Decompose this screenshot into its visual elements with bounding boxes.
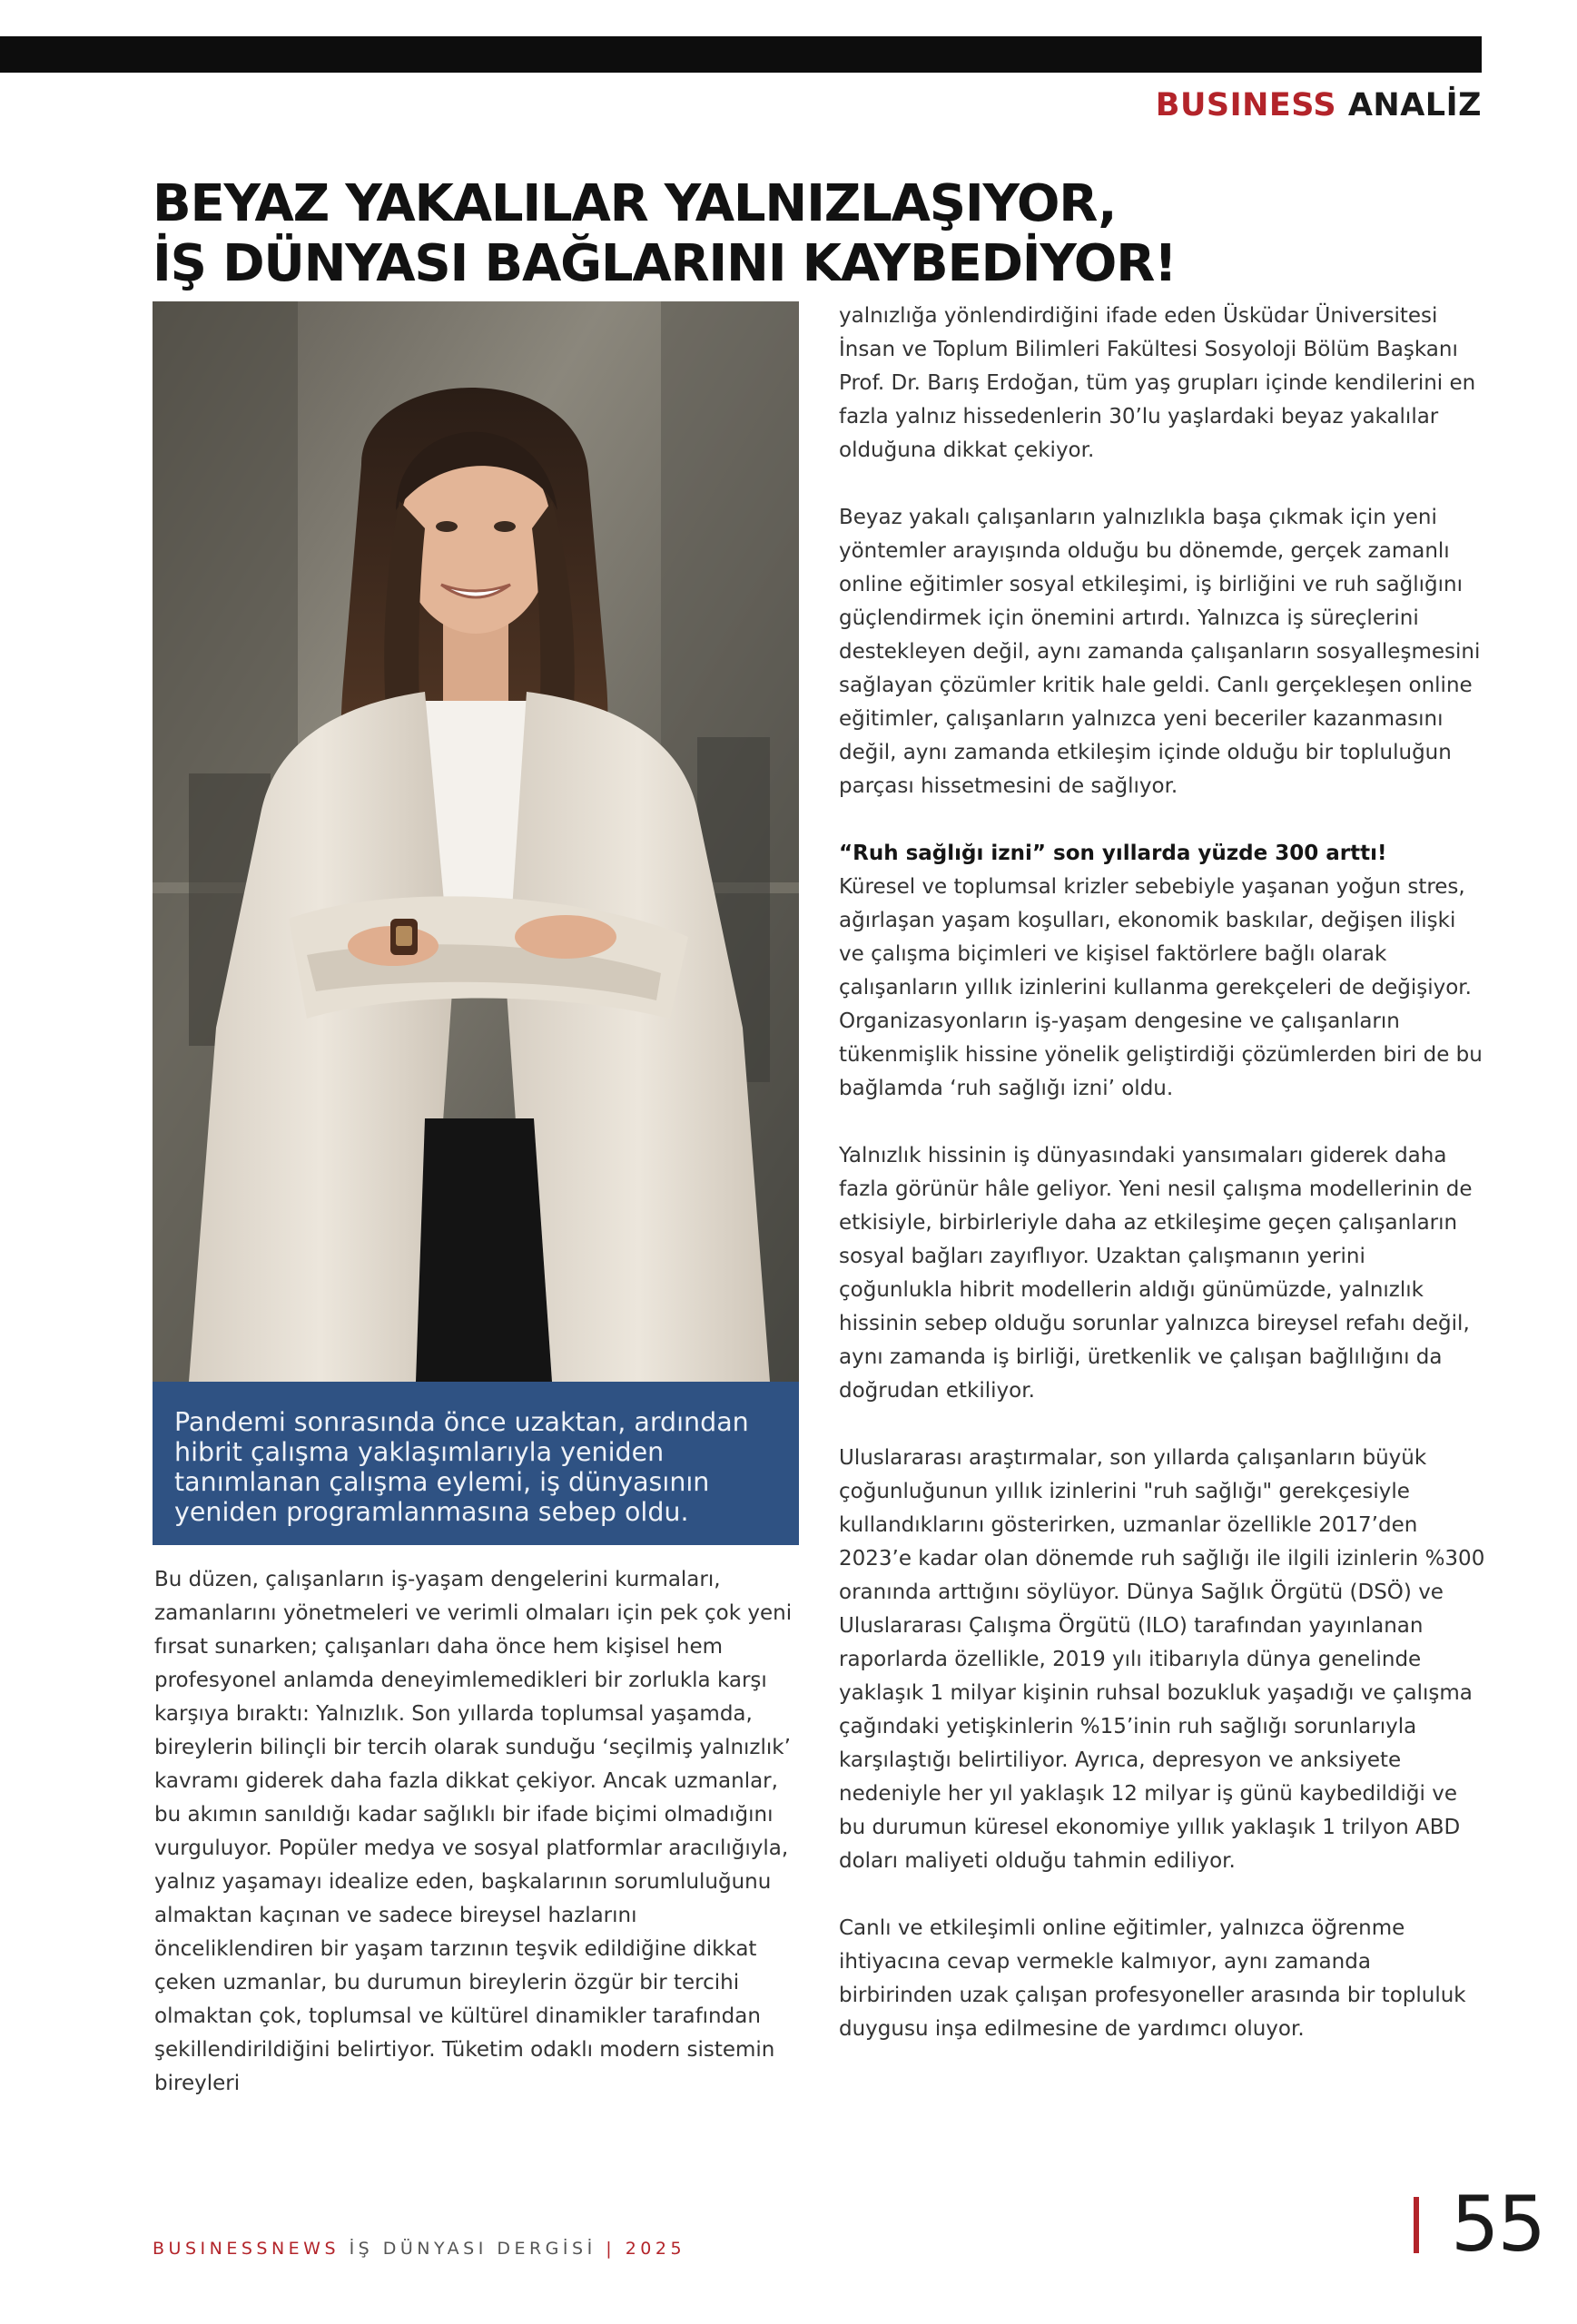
right-paragraph-1: yalnızlığa yönlendirdiğini ifade eden Üsküdar Üniversitesi İnsan ve Toplum Bilimleri Fakültesi Sosyoloji Bölüm Başkanı Prof. Dr. Barış Erdoğan, tüm yaş grupları içinde kendilerini en fazla yalnız hissedenlerin 30’lu yaşlardaki beyaz yakalılar olduğuna dikkat çekiyor. <box>839 304 1476 462</box>
article-title <box>153 174 1197 294</box>
article-title-line-2: İŞ DÜNYASI BAĞLARINI KAYBEDİYOR! <box>153 234 1177 293</box>
right-paragraph-4: Yalnızlık hissinin iş dünyasındaki yansımaları giderek daha fazla görünür hâle geliyor. Yeni nesil çalışma modellerinin de etkisiyle, birbirleriyle daha az etkileşime geçen çalışanların sosyal bağları zayıflıyor. Uzaktan çalışmanın yerini çoğunlukla hibrit modellerin aldığı günümüzde, yalnızlık hissinin sebep olduğu sorunlar yalnızca bireysel refahı değil, aynı zamanda iş birliği, üretkenlik ve çalışan bağlılığını da doğrudan etkiliyor. <box>839 1144 1473 1403</box>
photo-caption: Pandemi sonrasında önce uzaktan, ardından hibrit çalışma yaklaşımlarıyla yeniden tanımlanan çalışma eylemi, iş dünyasının yeniden programlanmasına sebep oldu. <box>174 1407 749 1527</box>
right-paragraph-6: Canlı ve etkileşimli online eğitimler, yalnızca öğrenme ihtiyacına cevap vermekle kalmıyor, aynı zamanda birbirinden uzak çalışan profesyoneller arasında bir topluluk duygusu inşa edilmesine de yardımcı oluyor. <box>839 1916 1466 2041</box>
footer-magazine: İŞ DÜNYASI DERGİSİ <box>349 2239 596 2259</box>
right-paragraph-3: Küresel ve toplumsal krizler sebebiyle yaşanan yoğun stres, ağırlaşan yaşam koşulları, ekonomik baskılar, değişen ilişki ve çalışma biçimleri ve kişisel faktörlere bağlı olarak çalışanların yıllık izinlerini kullanma gerekçeleri de değişiyor. Organizasyonların iş-yaşam dengesine ve çalışanların tükenmişlik hissine yönelik geliştirdiği çözümlerden biri de bu bağlamda ‘ruh sağlığı izni’ oldu. <box>839 875 1483 1100</box>
left-column <box>154 1563 799 2101</box>
section-name: ANALİZ <box>1347 87 1482 123</box>
footer-year: 2025 <box>625 2239 686 2259</box>
page-number-rule <box>1414 2197 1419 2253</box>
page-number: 55 <box>1451 2180 1544 2269</box>
section-label <box>1156 87 1482 123</box>
photo-caption-box <box>153 1382 799 1545</box>
right-column <box>839 300 1485 2046</box>
footer-brand: BUSINESSNEWS <box>153 2239 340 2259</box>
subheading-block <box>839 837 1485 1106</box>
left-column-text: Bu düzen, çalışanların iş-yaşam dengelerini kurmaları, zamanlarını yönetmeleri ve verimli olmaları için pek çok yeni fırsat sunarken; çalışanları daha önce hem kişisel hem profesyonel anlamda deneyimlemedikleri bir zorlukla karşı karşıya bıraktı: Yalnızlık. Son yıllarda toplumsal yaşamda, bireylerin bilinçli bir tercih olarak sunduğu ‘seçilmiş yalnızlık’ kavramı giderek daha fazla dikkat çekiyor. Ancak uzmanlar, bu akımın sanıldığı kadar sağlıklı bir ifade biçimi olmadığını vurguluyor. Popüler medya ve sosyal platformlar aracılığıyla, yalnız yaşamayı idealize eden, başkalarının sorumluluğunu almaktan kaçınan ve sadece bireysel hazlarını önceliklendiren bir yaşam tarzının teşvik edildiğine dikkat çeken uzmanlar, bu durumun bireylerin özgür bir tercihi olmaktan çok, toplumsal ve kültürel dinamikler tarafından şekillendirildiğini belirtiyor. Tüketim odaklı modern sistemin bireyleri <box>154 1568 793 2095</box>
section-brand: BUSINESS <box>1155 87 1337 123</box>
portrait-photo <box>153 301 799 1382</box>
top-bar <box>0 36 1482 73</box>
right-paragraph-5: Uluslararası araştırmalar, son yıllarda çalışanların büyük çoğunluğunun yıllık izinlerini "ruh sağlığı" gerekçesiyle kullandıklarını gösterirken, uzmanlar özellikle 2017’den 2023’e kadar olan dönemde ruh sağlığı ile ilgili izinlerin %300 oranında arttığını söylüyor. Dünya Sağlık Örgütü (DSÖ) ve Uluslararası Çalışma Örgütü (ILO) tarafından yayınlanan raporlarda özellikle, 2019 yılı itibarıyla dünya genelinde yaklaşık 1 milyar kişinin ruhsal bozukluk yaşadığı ve çalışma çağındaki yetişkinlerin %15’inin ruh sağlığı sorunlarıyla karşılaştığı belirtiliyor. Ayrıca, depresyon ve anksiyete nedeniyle her yıl yaklaşık 12 milyar iş günü kaybedildiği ve bu durumun küresel ekonomiye yıllık yaklaşık 1 trilyon ABD doları maliyeti olduğu tahmin ediliyor. <box>839 1446 1485 1873</box>
footer-separator: | <box>606 2239 616 2259</box>
article-title-line-1: BEYAZ YAKALILAR YALNIZLAŞIYOR, <box>153 174 1117 233</box>
footer-masthead <box>153 2239 685 2259</box>
right-paragraph-2: Beyaz yakalı çalışanların yalnızlıkla başa çıkmak için yeni yöntemler arayışında olduğu bu dönemde, gerçek zamanlı online eğitimler sosyal etkileşimi, iş birliğini ve ruh sağlığını güçlendirmek için önemini artırdı. Yalnızca iş süreçlerini destekleyen değil, aynı zamanda çalışanların sosyalleşmesini sağlayan çözümler kritik hale geldi. Canlı gerçekleşen online eğitimler, çalışanların yalnızca yeni beceriler kazanmasını değil, aynı zamanda etkileşim içinde olduğu bir topluluğun parçası hissetmesini de sağlıyor. <box>839 506 1481 798</box>
subheading: “Ruh sağlığı izni” son yıllarda yüzde 300 arttı! <box>839 842 1387 865</box>
